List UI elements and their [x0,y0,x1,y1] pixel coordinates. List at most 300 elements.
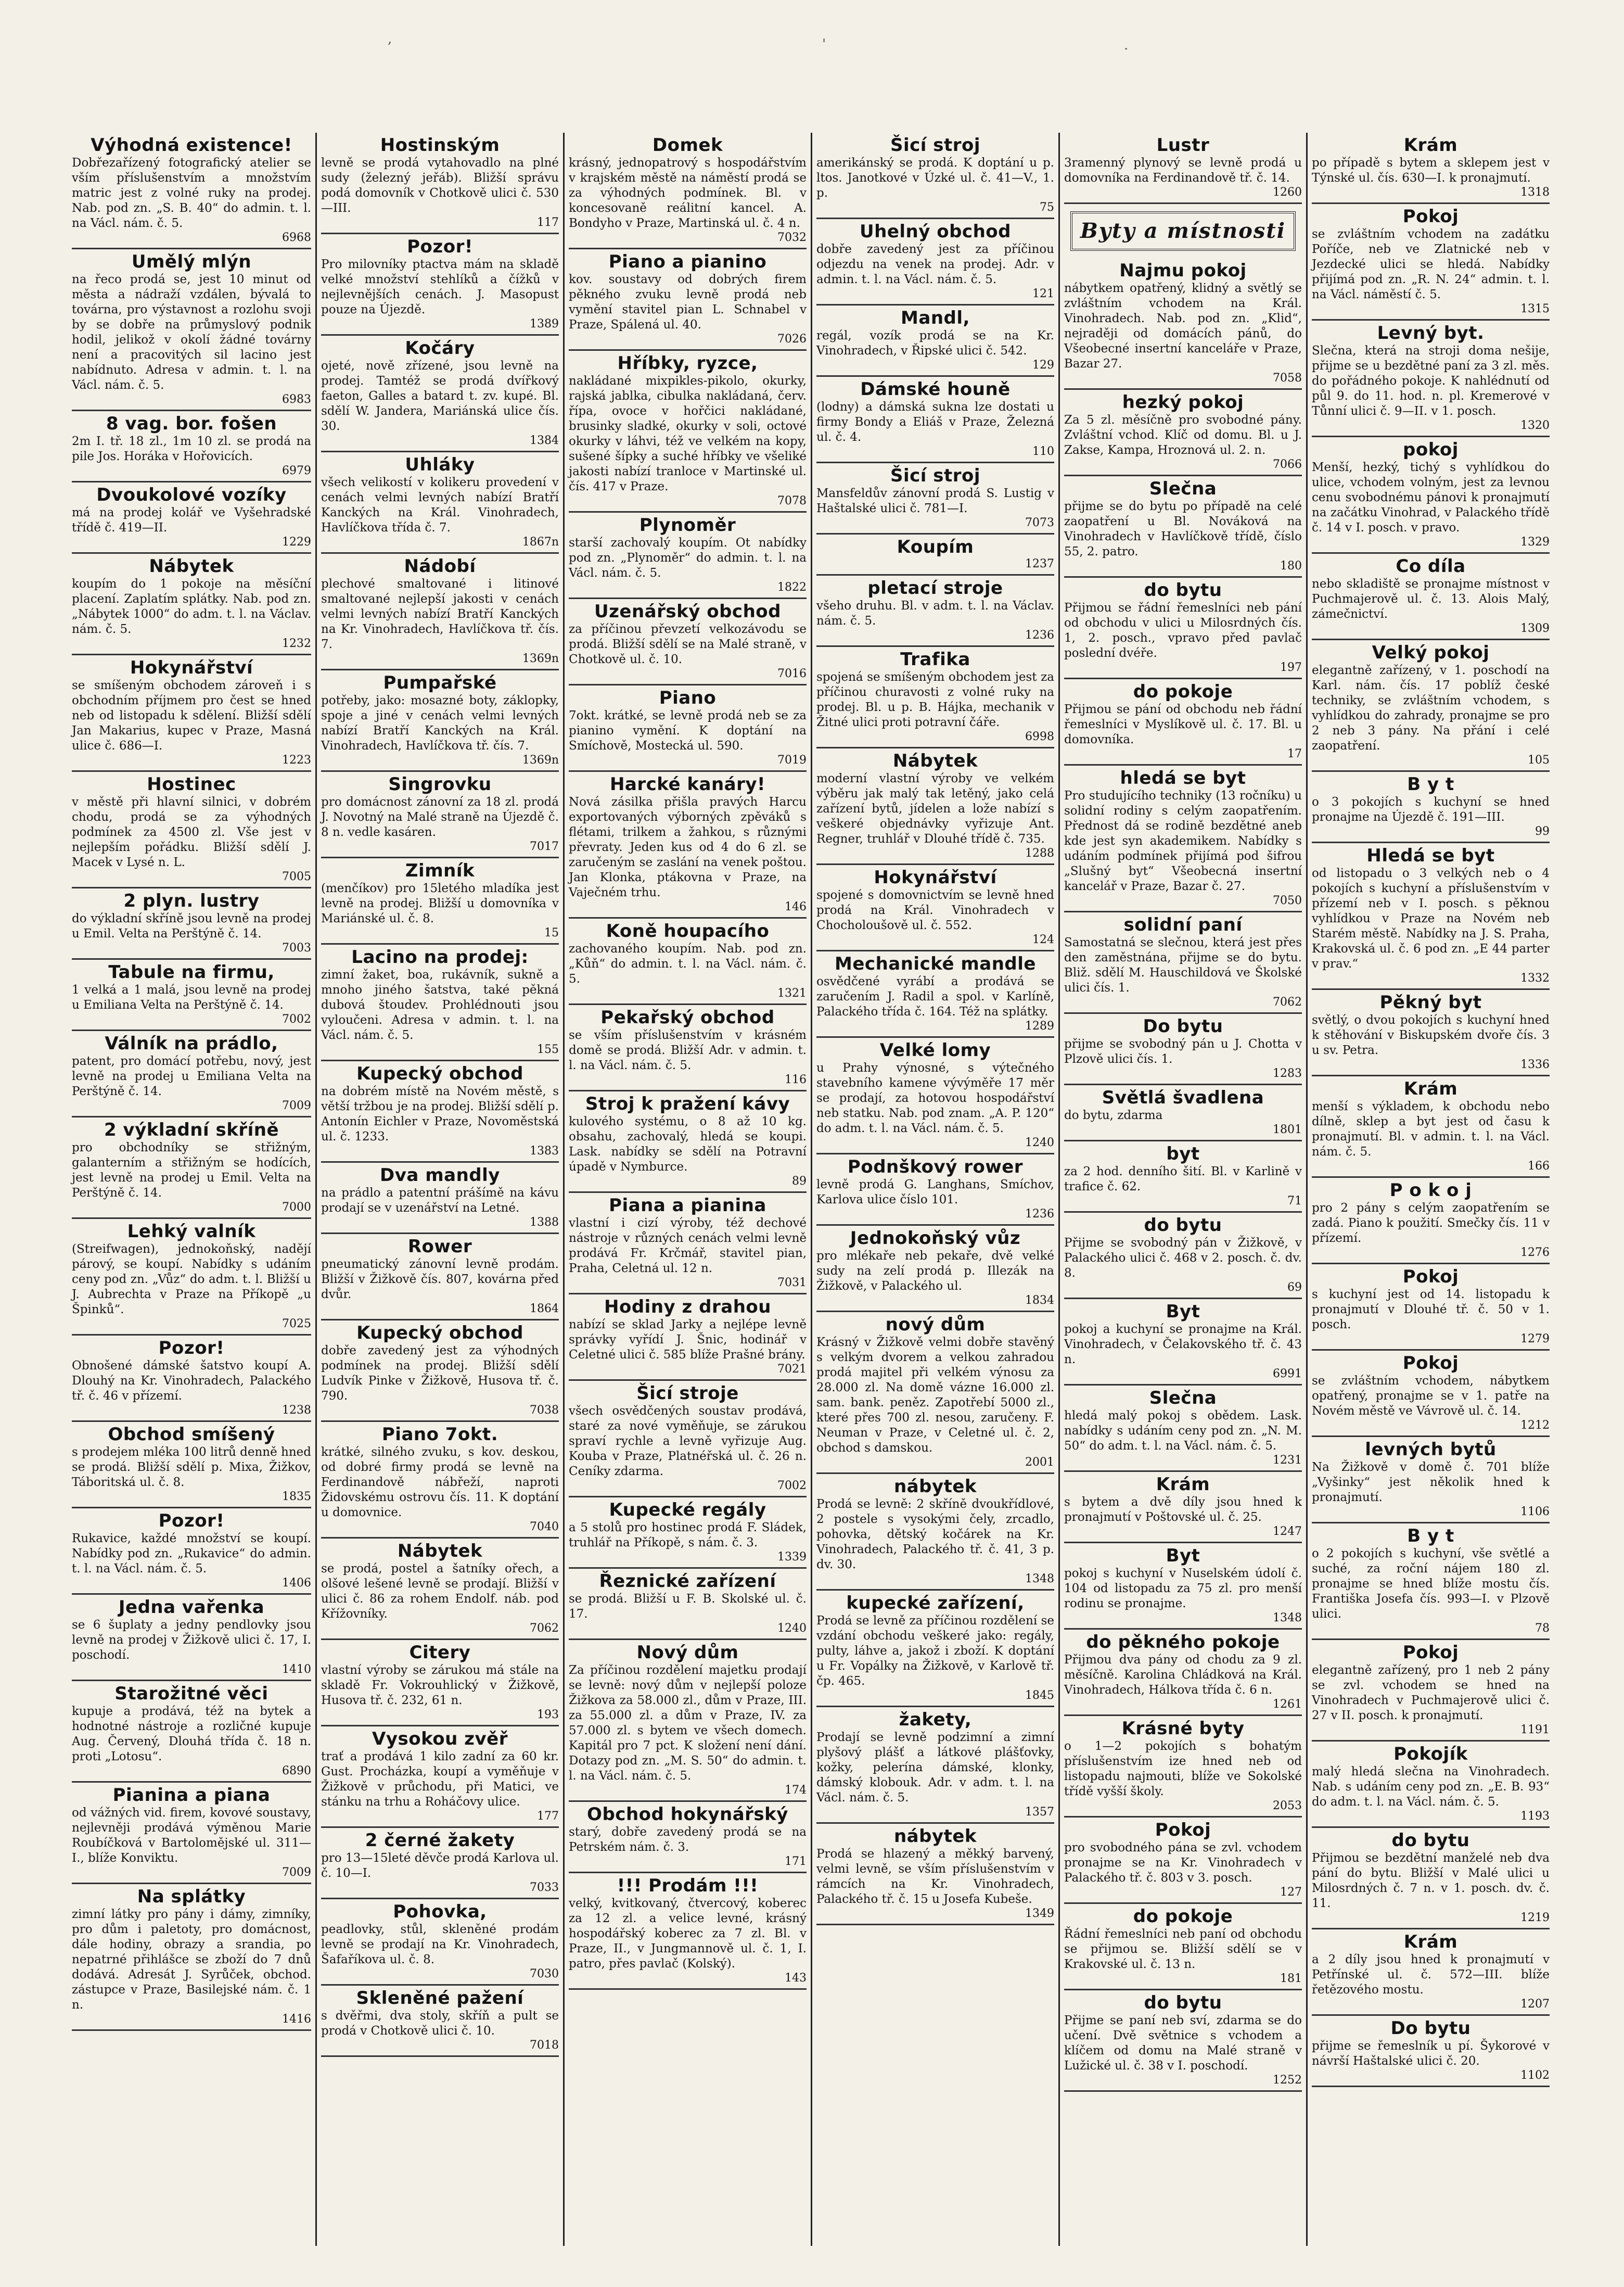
ad-heading: Obchod hokynářský [587,1804,788,1825]
ad-body: pro obchodníky se střižným, galanterním a střižným se hodících, jest levně na prodej u Emil. Velta na Perštýně č. 14. [72,1141,311,1200]
classified-ad [1312,321,1550,437]
classified-ad [816,1707,1054,1824]
ad-reference-number: 146 [785,900,807,913]
ad-reference-number: 6968 [282,231,311,244]
ad-reference-number: 197 [1280,661,1302,674]
ad-reference-number: 1320 [1520,419,1550,432]
classified-ad [321,1234,559,1320]
classified-ad [1312,990,1550,1076]
ad-body: s kuchyní jest od 14. listopadu k pronajmutí v Dlouhé tř. č. 50 v 1. posch. [1312,1288,1550,1331]
ad-body: se prodá. Bližší u F. B. Skolské ul. č. 17. [569,1592,807,1621]
ad-heading: Krám [1403,1932,1458,1952]
ad-reference-number: 1416 [282,2013,311,2026]
ad-reference-number: 180 [1280,560,1302,573]
ad-heading: Šicí stroj [890,135,981,156]
ad-reference-number: 7031 [777,1276,807,1289]
ad-reference-number: 6998 [1025,730,1054,743]
ad-reference-number: 143 [785,1972,807,1985]
ad-body: Rukavice, každé množství se koupí. Nabídky pod zn. „Rukavice“ do admin. t. l. na Václ. nám. č. 5. [72,1532,311,1576]
ad-body: nakládané mixpikles-pikolo, okurky, rajská jablka, cibulka nakládaná, červ. řípa, ovoce v hořčici nakládané, brusinky sladké, okurky v soli, octové okurky v láhvi, též ve velkém na kopy, sušené šípky a suché hříbky ve všeliké jakosti nabízí tranloce v Martinské ul. čís. 417 v Praze. [569,374,807,493]
ad-heading: Nový dům [636,1642,739,1663]
ad-body: na řeco prodá se, jest 10 minut od města a nádraží vzdálen, bývalá to továrna, pro výstavnost a rozlohu svoji by se dobře na průmyslový podnik hodil, jelikož v okolí žádné továrny není a pracovitých sil lacino jest nabídnuto. Adresa v admin. t. l. na Václ. nám. č. 5. [72,273,311,392]
ad-body: regál, vozík prodá se na Kr. Vinohradech, v Řipské ulici č. 542. [816,329,1054,358]
classified-ad [569,1193,807,1294]
ad-body: u Prahy výnosné, s výtečného stavebního kamene vývýměře 17 měr se prodají, za hotovou hospodářství neb statku. Nab. pod znam. „A. P. 120“ do adm. t. l. na Václ. nám. č. 5. [816,1061,1054,1135]
ad-body: trať a prodává 1 kilo zadní za 60 kr. Gust. Procházka, koupí a vyměňuje v Žižkově v průchodu, při Matici, ve stánku na trhu a Roháčovy ulice. [321,1750,559,1809]
classified-ad [321,1986,559,2057]
ad-reference-number: 1822 [777,581,807,594]
ad-body: o 2 pokojích s kuchyní, vše světlé a suché, za roční nájem 180 zl. pronajme se hned blíže mostu čís. Františka Josefa čís. 993—I. v Plzově ulici. [1312,1547,1550,1621]
ad-reference-number: 1349 [1025,1907,1054,1920]
ad-body: (lodny) a dámská sukna lze dostati u firmy Bondy a Eliáš v Praze, Železná ul. č. 4. [816,400,1054,444]
ad-heading: Zimník [405,860,475,881]
classified-ad [569,919,807,1005]
ad-reference-number: 1223 [282,754,311,767]
classified-ad [1312,204,1550,321]
ad-body: má na prodej kolář ve Vyšehradské třídě č. 419—II. [72,506,311,535]
ad-reference-number: 1207 [1520,1998,1550,2011]
ad-heading: Na splátky [137,1886,246,1907]
ad-heading: !!! Prodám !!! [617,1875,759,1896]
classified-ad [816,1474,1054,1591]
ad-reference-number: 1329 [1520,536,1550,549]
ad-reference-number: 6979 [282,464,311,477]
ad-heading: Lustr [1156,135,1210,156]
classified-ad [1312,133,1550,204]
ad-body: se smíšeným obchodem zároveň i s obchodním příjmem pro čest se hned neb od listopadu k sdělení. Bližší sdělí Jan Makarius, kupec v Praze, Masná ulice č. 686—I. [72,679,311,753]
ad-reference-number: 7009 [282,1099,311,1112]
classified-ad [72,482,311,554]
classified-ad [1064,1299,1302,1386]
ad-heading: pletací stroje [867,578,1003,599]
ad-heading: levných bytů [1365,1439,1497,1460]
classified-ad [816,951,1054,1038]
ad-heading: Rower [407,1236,472,1257]
ad-body: na prádlo a patentní prášímě na kávu prodají se v uzenářství na Letné. [321,1186,559,1215]
classified-ad [72,249,311,411]
ad-body: 3ramenný plynový se levně prodá u domovníka na Ferdinandově tř. č. 14. [1064,156,1302,185]
ad-reference-number: 1279 [1520,1332,1550,1345]
ad-body: patent, pro domácí potřebu, nový, jest levně na prodej u Emiliana Velta na Perštýně č. 14. [72,1054,311,1098]
ad-heading: Vysokou zvěř [372,1729,508,1749]
classified-ad [1064,1904,1302,1990]
ad-heading: 2 plyn. lustry [123,891,260,911]
classified-ad [816,1226,1054,1312]
ad-body: elegantně zařízený, v 1. poschodí na Karl. nám. čís. 17 poblíž české techniky, se zvláštním vchodem, s vyhlídkou do zahrady, pronajme se pro 2 neb 3 pány. Na přání i celé zaopatření. [1312,664,1550,753]
classified-ad [1312,1264,1550,1351]
ad-body: se zvláštním vchodem na zadátku Poříče, neb ve Zlatnické neb v Jezdecké ulici se hledá. Nabídky přijímá pod zn. „R. N. 24“ admin. t. l. na Václ. náměstí č. 5. [1312,227,1550,301]
ad-heading: do pokoje [1133,681,1233,702]
ad-heading: Najmu pokoj [1119,260,1247,281]
classified-ad [321,772,559,858]
ad-reference-number: 6890 [282,1764,311,1777]
ad-reference-number: 1406 [282,1577,311,1590]
ad-body: 1 velká a 1 malá, jsou levně na prodej u Emiliana Velta na Perštýně č. 14. [72,983,311,1012]
classified-ad [72,554,311,655]
ad-body: za 2 hod. denního šití. Bl. v Karlině v trafice č. 62. [1064,1165,1302,1193]
classified-ad [321,1640,559,1726]
classified-ad [321,1320,559,1422]
ad-body: dobře zavedený jest za příčinou odjezdu na venek na prodej. Adr. v admin. t. l. na Václ. nám. č. 5. [816,243,1054,286]
ad-body: plechové smaltované i litinové smaltované nejlepší jakosti v cenách velmi levných nabízí Bratří Kanckých na Kr. Vinohradech, Havlíčkova tř. čís. 7. [321,577,559,651]
ad-body: všech velikostí v kolikeru provedení v cenách velmi levných nabízí Bratří Kanckých na Král. Vinohradech, Havlíčkova třída č. 7. [321,476,559,535]
ad-heading: Světlá švadlena [1102,1087,1264,1108]
ad-body: menší s výkladem, k obchodu nebo dílně, sklep a byt jest od času k pronajmutí. Bl. v admin. t. l. na Václ. nám. č. 5. [1312,1100,1550,1159]
classified-ad [1064,476,1302,578]
ad-body: od vážných vid. firem, kovové soustavy, nejlevněji prodává výměnou Marie Roubíčková v Bartolomějské ul. 311—I., blíže Konviktu. [72,1806,311,1865]
ad-reference-number: 1193 [1520,1810,1550,1823]
ad-heading: nový dům [885,1314,986,1335]
classified-ad [569,133,807,249]
ad-body: koupím do 1 pokoje na měsíční placení. Zaplatím splátky. Nab. pod zn. „Nábytek 1000“ do adm. t. l. na Václav. nám. č. 5. [72,577,311,636]
classified-ad [1064,1716,1302,1818]
ad-reference-number: 7062 [530,1622,559,1635]
ad-heading: Pozor! [158,1338,225,1358]
ad-heading: Tabule na firmu, [108,962,275,983]
classified-ad [321,858,559,945]
ad-heading: P o k o j [1389,1180,1472,1201]
classified-ad [72,960,311,1031]
classified-ad [1312,772,1550,843]
ad-heading: Hodiny z drahou [604,1297,771,1317]
ad-body: Přijme se paní neb sví, zdarma se do učení. Dvě světnice s vchodem a klíčem od domu na Malé straně v Lužické ul. č. 38 v I. poschodí. [1064,2014,1302,2073]
ad-body: kulového systému, o 8 až 10 kg. obsahu, zachovalý, hledá se koupi. Lask. nabídky se sdělí na Potravní úpadě v Nymburce. [569,1115,807,1174]
ad-heading: Skleněné pažení [356,1988,524,2009]
ad-reference-number: 1283 [1273,1067,1302,1080]
ad-body: pro 13—15leté děvče prodá Karlova ul. č. 10—I. [321,1851,559,1880]
ad-heading: Pokoj [1402,1353,1459,1374]
ad-reference-number: 1315 [1520,302,1550,315]
classified-ad [816,306,1054,377]
section-banner: Byty a místnosti [1070,211,1296,251]
ad-heading: do bytu [1144,1215,1222,1236]
ad-body: Za příčinou rozdělení majetku prodají se levně: nový dům v nejlepší poloze Žižkova za 58.000 zl., dům v Praze, III. za 55.000 zl. a dům v Praze, IV. za 57.000 zl. s bytem ve všech domech. Kapitál pro 7 pct. K složení není dání. Dotazy pod zn. „M. S. 50“ do admin. t. l. na Václ. nám. č. 5. [569,1663,807,1783]
classified-ad [816,1154,1054,1226]
ad-body: elegantně zařízený, pro 1 neb 2 pány se zvl. vchodem se hned na Vinohradech v Puchmajerově ulici č. 27 v II. posch. k pronajmutí. [1312,1663,1550,1722]
ad-reference-number: 7050 [1273,894,1302,907]
ad-body: Prodá se levně za příčinou rozdělení se vzdání obchodu veškeré jako: regály, pulty, láhve a, jakož i zboží. K doptání u Fr. Vopálky na Žižkově, v Karlově tř. čp. 465. [816,1614,1054,1688]
ad-reference-number: 1339 [777,1551,807,1564]
page-top-margin [0,0,1624,104]
classified-ad [569,1091,807,1193]
ad-reference-number: 7038 [530,1404,559,1417]
ad-body: pokoj a kuchyní se pronajme na Král. Vinohradech, v Čelakovského tř. č. 43 n. [1064,1323,1302,1366]
classified-ad [569,1005,807,1091]
ad-heading: Hledá se byt [1366,845,1495,866]
classified-ad [321,336,559,452]
ad-reference-number: 1318 [1520,186,1550,199]
classified-ad [1064,578,1302,679]
ad-body: Samostatná se slečnou, která jest přes den zaměstnána, přijme se do bytu. Bliž. sdělí M. Hauschildová ve Školské ulici čís. 1. [1064,936,1302,995]
ad-heading: do bytu [1144,1992,1222,2013]
ad-reference-number: 1801 [1273,1123,1302,1136]
classified-ad [816,463,1054,535]
ad-reference-number: 1236 [1025,629,1054,642]
classified-ad [1064,390,1302,476]
classified-ad [321,1061,559,1163]
ad-heading: do bytu [1144,580,1222,601]
classified-ad [816,133,1054,219]
ad-reference-number: 17 [1287,747,1302,760]
ad-body: Menší, hezký, tichý s vyhlídkou do ulice, vchodem volným, jest za levnou cenu svobodnému pánovi k pronajmutí na začátku Vinohrad, v Palackého třídě č. 14 v I. posch. v pravo. [1312,461,1550,535]
ad-body: levně se prodá vytahovadlo na plné sudy (železný jeřáb). Bližší správu podá domovník v Chotkově ulici č. 530—III. [321,156,559,215]
ad-body: Za 5 zl. měsíčně pro svobodné pány. Zvláštní vchod. Klíč od domu. Bl. u J. Zakse, Kampa, Hroznová ul. 2. n. [1064,413,1302,457]
classified-ad [1064,1472,1302,1543]
ad-heading: Piano 7okt. [381,1424,498,1445]
classified-ad [1064,912,1302,1014]
ad-reference-number: 1289 [1025,1020,1054,1033]
ad-reference-number: 177 [537,1810,559,1823]
ad-column-1 [68,133,315,2246]
ad-body: levně prodá G. Langhans, Smíchov, Karlova ulice číslo 101. [816,1178,1054,1206]
classified-ad [72,1422,311,1508]
ad-body: Přijme se svobodný pán v Žižkově, v Palackého ulici č. 468 v 2. posch. č. dv. 8. [1064,1236,1302,1280]
ad-reference-number: 1247 [1273,1525,1302,1538]
ad-body: Přijmou se bezdětní manželé neb dva pání do bytu. Bližší v Malé ulici u Milosrdných č. 7 n. v 1. posch. dv. č. 11. [1312,1851,1550,1910]
ad-heading: solidní paní [1123,914,1243,935]
classified-ad [569,685,807,772]
ad-reference-number: 1864 [530,1302,559,1315]
ad-reference-number: 7026 [777,333,807,346]
ad-body: Přijmou dva pány od chodu za 9 zl. měsíčně. Karolina Chládková na Král. Vinohradech, Hálkova třída č. 6 n. [1064,1653,1302,1697]
ad-body: vlastní výroby se zárukou má stále na skladě Fr. Vokrouhlický v Žižkově, Husova tř. č. 232, 61 n. [321,1663,559,1707]
classified-ad [321,1726,559,1828]
classified-ad [1312,1929,1550,2016]
ad-heading: Pěkný byt [1379,992,1482,1013]
ad-body: Řádní řemeslníci neb paní od obchodu se přijmou se. Bližší sdělí se v Krakovské ul. č. 13 n. [1064,1927,1302,1971]
ad-reference-number: 105 [1528,754,1550,767]
ad-heading: Šicí stroj [890,465,981,486]
ad-body: nábytkem opatřený, klidný a světlý se zvláštním vchodem na Král. Vinohradech. Nab. pod zn. „Klid“, nejraději od domácích pánů, do Všeobecné insertní kanceláře v Praze, Bazar 27. [1064,282,1302,371]
ad-reference-number: 1252 [1273,2074,1302,2087]
ad-heading: Dvoukolové vozíky [96,485,287,505]
ad-reference-number: 89 [792,1175,807,1188]
classified-ad [1064,1543,1302,1630]
ad-heading: Hostinec [147,774,236,795]
ad-reference-number: 1240 [1025,1136,1054,1149]
ad-body: Prodají se levně podzimní a zimní plyšový plášť a látkové plášťovky, kožky, pelerína dámské, klonky, dámský klobouk. Adr. v adm. t. l. na Václ. nám. č. 5. [816,1731,1054,1805]
ad-reference-number: 6991 [1273,1367,1302,1380]
ad-reference-number: 1212 [1520,1419,1550,1432]
classified-ad [72,1508,311,1595]
ad-reference-number: 1219 [1520,1911,1550,1924]
ad-reference-number: 1237 [1025,557,1054,570]
ad-heading: Hokynářství [874,867,997,888]
classified-ad [1312,2016,1550,2087]
ad-heading: Byt [1166,1545,1200,1566]
ad-body: starší zachovalý koupím. Ot nabídky pod zn. „Plynoměr“ do admin. t. l. na Václ. nám. č. 5. [569,536,807,580]
ad-heading: Pokojík [1393,1744,1468,1764]
classified-ad [816,219,1054,306]
ad-heading: Pumpařské [383,672,497,693]
classified-ad [72,1117,311,1219]
ad-heading: 2 černé žakety [365,1830,515,1851]
ad-heading: Pozor! [407,236,473,257]
ad-body: Pro milovníky ptactva mám na skladě velké množství stehlíků a čížků v nejlevnějších cenách. J. Masopust pouze na Újezdě. [321,258,559,316]
ad-heading: 8 vag. bor. fošen [106,413,277,434]
ad-heading: Hokynářství [130,657,253,678]
ad-column-6 [1306,133,1554,2246]
ad-heading: Hříbky, ryzce, [617,353,758,374]
classified-ad [72,411,311,482]
classified-ad [321,670,559,772]
ad-heading: Uhláky [405,454,475,475]
classified-ad [569,351,807,513]
ad-reference-number: 181 [1280,1972,1302,1985]
classified-ad [1064,679,1302,766]
ad-reference-number: 116 [785,1073,807,1086]
ad-reference-number: 7005 [282,870,311,883]
ad-heading: Kočáry [405,338,475,359]
ad-heading: Levný byt. [1377,323,1485,344]
ad-heading: Stroj k pražení kávy [585,1094,790,1114]
classified-ad [569,1294,807,1381]
page-mark: ' [822,36,826,52]
ad-reference-number: 1232 [282,637,311,650]
classified-ad [1064,766,1302,912]
ad-column-2 [315,133,563,2246]
ad-heading: Koupím [897,537,974,557]
ad-body: peadlovky, stůl, skleněné prodám levně se prodají na Kr. Vinohradech, Šafaříkova ul. č. 8. [321,1923,559,1966]
ad-reference-number: 1229 [282,536,311,549]
ad-reference-number: 1240 [777,1622,807,1635]
ad-heading: hledá se byt [1120,768,1246,789]
classified-ad [569,1497,807,1569]
ad-reference-number: 1102 [1520,2069,1550,2082]
classified-ad [1064,258,1302,390]
ad-reference-number: 7018 [530,2039,559,2052]
ad-reference-number: 1845 [1025,1689,1054,1702]
classified-ad [1312,554,1550,640]
ad-body: pro mlékaře neb pekaře, dvě velké sudy na zelí prodá p. Illezák na Žižkově, v Palackého ul. [816,1249,1054,1293]
ad-heading: Citery [409,1642,471,1663]
ad-heading: žakety, [899,1709,972,1730]
ad-body: a 2 díly jsou hned k pronajmutí v Petřínské ul. č. 572—III. blíže řetězového mostu. [1312,1953,1550,1997]
ad-heading: Krám [1403,1078,1458,1099]
ad-body: Slečna, která na stroji doma nešije, přijme se u bezdětné paní za 3 zl. měs. do pořádného pokoje. K nahlédnutí od půl 9. do 11. hod. n. pl. Kremerové v Tůnní ulici č. 9—II. v 1. posch. [1312,344,1550,418]
classified-ad [569,1802,807,1873]
ad-column-4 [811,133,1058,2246]
ad-heading: Pozor! [158,1510,225,1531]
classified-ad [569,1873,807,1990]
ad-body: v městě při hlavní silnici, v dobrém chodu, prodá se za výhodných podmínek za 4500 zl. Vše jest v nejlepším pořádku. Bližší sdělí J. Macek v Lysé n. L. [72,795,311,869]
ad-body: pro domácnost zánovní za 18 zl. prodá J. Novotný na Malé straně na Újezdě č. 8 n. vedle kasáren. [321,795,559,839]
ad-heading: Nábytek [892,751,978,771]
ad-reference-number: 7002 [282,1013,311,1026]
classified-ad [569,1381,807,1497]
classified-ad [1312,1437,1550,1523]
ad-body: po případě s bytem a sklepem jest v Týnské ul. čís. 630—I. k pronajmutí. [1312,156,1550,185]
ad-body: krásný, jednopatrový s hospodářstvím v krajském městě na náměstí prodá se za výhodných podmínek. Bl. v koncesovaně reálitní kancel. A. Bondyho v Praze, Martinská ul. č. 4 n. [569,156,807,230]
ad-heading: Pokoj [1402,206,1459,227]
ad-heading: Trafika [900,649,970,670]
ad-body: Dobřezařízený fotografický atelier se vším příslušenstvím a množstvím matric jest z volné ruky na prodej. Nab. pod zn. „S. B. 40“ do admin. t. l. na Václ. nám. č. 5. [72,156,311,230]
classified-ad [816,377,1054,463]
ad-reference-number: 7032 [777,231,807,244]
ad-heading: Jednokoňský vůz [850,1228,1021,1249]
ad-reference-number: 7016 [777,667,807,680]
ad-column-5 [1058,133,1306,2246]
ad-reference-number: 1369n [522,652,559,665]
classified-ad [1312,1178,1550,1264]
classified-ad [1312,437,1550,554]
ad-heading: Starožitné věci [114,1683,268,1704]
classified-ad [569,1569,807,1640]
classified-ad [321,1828,559,1899]
ad-reference-number: 124 [1032,933,1054,946]
ad-reference-number: 1309 [1520,622,1550,635]
ad-reference-number: 127 [1280,1886,1302,1899]
ad-reference-number: 1357 [1025,1806,1054,1819]
ad-body: moderní vlastní výroby ve velkém výběru jak malý tak letěný, jako celá zařízení bytů, jídelen a lože nabízí s veškeré objednávky vyřizuje Ant. Regner, truhlář v Dlouhé třídě č. 735. [816,772,1054,846]
ad-reference-number: 1348 [1273,1611,1302,1624]
ad-reference-number: 7019 [777,754,807,767]
ad-body: do bytu, zdarma [1064,1109,1163,1122]
classified-ad [1312,1828,1550,1929]
ad-body: malý hledá slečna na Vinohradech. Nab. s udáním ceny pod zn. „E. B. 93“ do adm. t. l. na Václ. nám. č. 5. [1312,1765,1550,1809]
ad-heading: Nábytek [397,1541,483,1561]
classified-ad [1064,1386,1302,1472]
ad-reference-number: 15 [544,926,559,939]
ad-body: starý, dobře zavedený prodá se na Petrském nám. č. 3. [569,1825,807,1854]
classified-ad [72,1336,311,1422]
ad-body: od listopadu o 3 velkých neb o 4 pokojích s kuchyní a příslušenstvím v přízemí neb v I. posch. s pěknou vyhlídkou v Praze na Novém neb Starém městě. Nabídky na J. S. Praha, Krakovská ul. č. 6 pod zn. „E 44 parter v prav.“ [1312,867,1550,971]
ad-reference-number: 6983 [282,393,311,406]
ad-heading: Domek [652,135,723,156]
ad-heading: Do bytu [1390,2018,1471,2039]
ad-heading: Kupecké regály [609,1500,766,1520]
ad-reference-number: 1835 [282,1490,311,1503]
ad-reference-number: 166 [1528,1160,1550,1173]
classified-ad [816,1591,1054,1707]
ad-heading: Piano a pianino [608,251,767,272]
ad-reference-number: 7030 [530,1967,559,1980]
ad-heading: Velký pokoj [1372,642,1490,663]
ad-reference-number: 1236 [1025,1208,1054,1221]
classified-ad [1064,1630,1302,1716]
ad-reference-number: 1231 [1273,1454,1302,1467]
ad-reference-number: 7017 [530,840,559,853]
ad-reference-number: 7058 [1273,372,1302,385]
ad-body: přijme se do bytu po případě na celé zaopatření u Bl. Nováková na Vinohradech v Havlíčkově třídě, číslo 55, 2. patro. [1064,500,1302,558]
ad-reference-number: 2001 [1025,1456,1054,1469]
ad-heading: do bytu [1391,1830,1470,1851]
classified-ad [72,772,311,888]
ad-reference-number: 117 [537,216,559,229]
ad-heading: hezký pokoj [1122,392,1244,413]
ad-heading: Slečna [1149,1388,1217,1408]
ad-body: do výkladní skříně jsou levně na prodej u Emil. Velta na Perštýně č. 14. [72,912,311,941]
ad-reference-number: 7033 [530,1881,559,1894]
ad-body: a 5 stolů pro hostinec prodá F. Sládek, truhlář na Příkopě, s nám. č. 3. [569,1521,807,1549]
ad-heading: Jedna vařenka [118,1597,265,1618]
ad-reference-number: 71 [1287,1195,1302,1208]
ad-body: kupuje a prodává, též na bytek a hodnotné nástroje a rozličné kupuje Aug. Červený, Dlouhá třída č. 18 n. proti „Lotosu“. [72,1705,311,1763]
ad-heading: Slečna [1149,478,1217,499]
ad-reference-number: 1106 [1520,1505,1550,1518]
classified-ad [816,1824,1054,1925]
ad-reference-number: 7021 [777,1363,807,1376]
ad-body: osvědčené vyrábí a prodává se zaručením J. Radil a spol. v Karlíně, Palackého třída č. 164. Též na splátky. [816,975,1054,1019]
classified-ad [1064,1085,1302,1141]
ad-reference-number: 174 [785,1784,807,1797]
ad-reference-number: 99 [1535,825,1550,838]
ad-body: pro svobodného pána se zvl. vchodem pronajme se na Kr. Vinohradech v Palackého tř. č. 803 v 3. posch. [1064,1841,1302,1885]
ad-heading: Lehký valník [127,1221,256,1242]
ad-heading: B y t [1407,1526,1454,1546]
ad-heading: Válník na prádlo, [105,1033,278,1054]
classified-ad [1312,843,1550,990]
